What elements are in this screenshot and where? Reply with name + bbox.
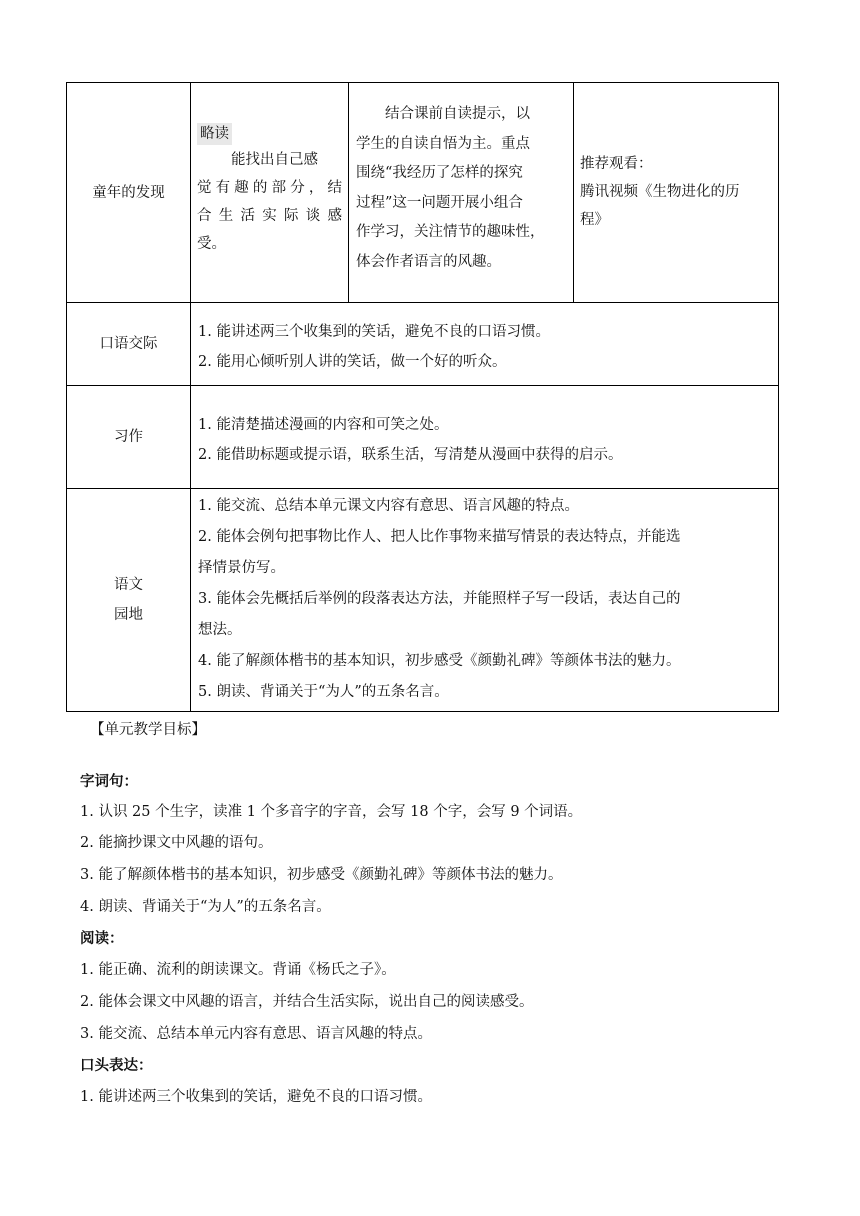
goal-line: 觉有趣的部分，结 [197,180,342,196]
goal-line: 合 生 活 实 际 谈 感 [197,208,342,224]
words-item: 2. 能摘抄课文中风趣的语句。 [80,835,273,851]
reading-type-tag: 略读 [197,123,232,145]
strategy-line: 过程”这一问题开展小组合 [356,194,523,211]
goal-item: 1. 能交流、总结本单元课文内容有意思、语言风趣的特点。 [198,498,579,514]
words-item: 1. 认识 25 个生字，读准 1 个多音字的字音，会写 18 个字，会写 9 个词语。 [80,804,583,820]
words-item: 4. 朗读、背诵关于“为人”的五条名言。 [80,899,331,915]
strategy-line: 学生的自读自悟为主。重点 [356,135,530,152]
speaking-item: 1. 能讲述两三个收集到的笑话，避免不良的口语习惯。 [80,1089,432,1105]
reading-item: 3. 能交流、总结本单元内容有意思、语言风趣的特点。 [80,1026,432,1042]
chinese-garden-label-cell [67,489,190,711]
teaching-strategy-cell [356,100,566,277]
goal-line: 受。 [197,236,226,252]
goal-item: 1. 能清楚描述漫画的内容和可笑之处。 [198,417,449,433]
table-column-divider [348,82,349,302]
reading-heading: 阅读： [80,930,124,947]
writing-label: 习作 [114,429,143,445]
resource-line: 推荐观看： [580,156,653,172]
goal-item: 5. 朗读、背诵关于“为人”的五条名言。 [198,684,449,700]
reading-type-cell [197,122,342,258]
oral-communication-label: 口语交际 [99,336,158,352]
writing-label-cell [67,386,190,488]
words-item: 3. 能了解颜体楷书的基本知识，初步感受《颜勤礼碑》等颜体书法的魅力。 [80,867,563,883]
chinese-garden-content [198,491,773,708]
goal-item-continuation: 择情景仿写。 [198,560,285,576]
chinese-garden-label-line: 语文 [114,577,143,593]
strategy-line: 围绕“我经历了怎样的探究 [356,165,523,181]
table-column-divider [190,82,191,712]
words-heading: 字词句： [80,773,138,790]
resource-line: 腾讯视频《生物进化的历 [580,184,740,200]
speaking-heading: 口头表达： [80,1057,153,1074]
goal-item: 2. 能用心倾听别人讲的笑话，做一个好的听众。 [198,354,507,370]
reading-item: 1. 能正确、流利的朗读课文。背诵《杨氏之子》。 [80,962,396,978]
goal-item: 2. 能借助标题或提示语，联系生活，写清楚从漫画中获得的启示。 [198,447,623,463]
strategy-line: 体会作者语言的风趣。 [356,253,501,270]
lesson-name: 童年的发现 [92,184,165,201]
table-border-right [778,82,779,712]
goal-item-continuation: 想法。 [198,622,242,638]
resource-cell [580,150,776,234]
oral-communication-label-cell [67,303,190,385]
section-title: 【单元教学目标】 [90,722,206,738]
goal-line: 能找出自己感 [231,152,318,168]
reading-item: 2. 能体会课文中风趣的语言，并结合生活实际，说出自己的阅读感受。 [80,994,534,1010]
chinese-garden-label-line: 园地 [114,607,143,623]
goal-item: 2. 能体会例句把事物比作人、把人比作事物来描写情景的表达特点，并能选 [198,529,681,545]
strategy-line: 作学习，关注情节的趣味性， [356,224,545,240]
oral-communication-content [198,317,773,377]
writing-content [198,410,773,470]
goal-item: 1. 能讲述两三个收集到的笑话，避免不良的口语习惯。 [198,324,550,340]
table-border-bottom [66,711,779,712]
curriculum-table [66,82,779,712]
lesson-name-cell [67,83,190,302]
goal-item: 4. 能了解颜体楷书的基本知识，初步感受《颜勤礼碑》等颜体书法的魅力。 [198,653,681,669]
strategy-line: 结合课前自读提示，以 [385,106,530,122]
goal-item: 3. 能体会先概括后举例的段落表达方法，并能照样子写一段话，表达自己的 [198,591,681,607]
table-column-divider [573,82,574,302]
resource-line: 程》 [580,212,609,228]
